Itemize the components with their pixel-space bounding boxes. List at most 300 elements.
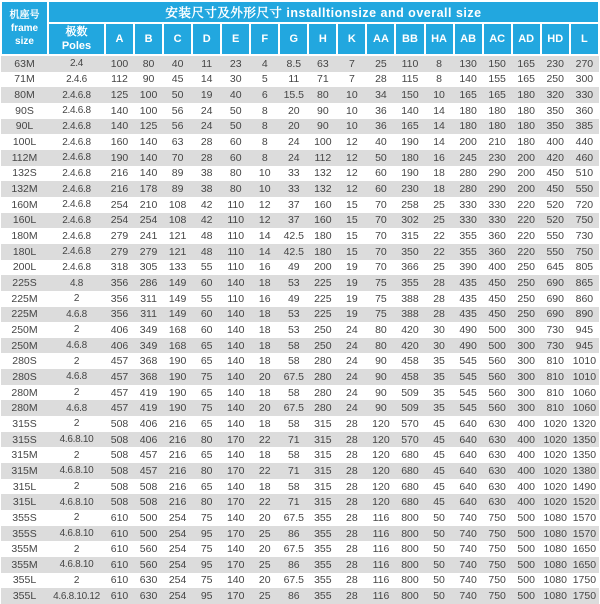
poles-cell: 2 (48, 541, 105, 557)
dim-cell-K: 28 (337, 541, 366, 557)
dim-cell-G: 11 (279, 72, 308, 88)
dim-cell-BB: 680 (395, 463, 424, 479)
dim-cell-AC: 400 (483, 260, 512, 276)
dim-cell-HA: 45 (425, 416, 454, 432)
dim-cell-B: 241 (134, 228, 163, 244)
dim-cell-D: 38 (192, 181, 221, 197)
dim-cell-HD: 230 (541, 55, 570, 72)
table-header (1, 1, 599, 55)
frame-size-cell: 250M (1, 338, 48, 354)
dim-cell-AA: 70 (366, 213, 395, 229)
dim-cell-HD: 1020 (541, 479, 570, 495)
dim-cell-B: 406 (134, 416, 163, 432)
dim-cell-E: 140 (221, 353, 250, 369)
dim-cell-BB: 302 (395, 213, 424, 229)
table-row (1, 338, 599, 354)
dim-cell-AB: 200 (454, 134, 483, 150)
dim-cell-HA: 50 (425, 588, 454, 604)
frame-size-cell: 315S (1, 432, 48, 448)
dim-cell-AD: 220 (512, 244, 541, 260)
dim-cell-A: 356 (105, 275, 134, 291)
poles-cell: 2.4.6 (48, 72, 105, 88)
dim-cell-HD: 810 (541, 369, 570, 385)
dim-cell-F: 5 (250, 72, 279, 88)
dim-cell-BB: 258 (395, 197, 424, 213)
dim-cell-AD: 165 (512, 55, 541, 72)
dim-cell-HA: 22 (425, 244, 454, 260)
table-row (1, 447, 599, 463)
dim-cell-A: 125 (105, 87, 134, 103)
dim-cell-BB: 190 (395, 134, 424, 150)
dim-cell-B: 349 (134, 322, 163, 338)
poles-cell: 2.4.6.8 (48, 166, 105, 182)
dim-cell-K: 28 (337, 573, 366, 589)
dim-cell-HA: 28 (425, 291, 454, 307)
dim-cell-HA: 50 (425, 557, 454, 573)
dim-cell-F: 4 (250, 55, 279, 72)
dim-cell-C: 216 (163, 416, 192, 432)
dim-cell-E: 170 (221, 494, 250, 510)
dim-cell-K: 28 (337, 447, 366, 463)
table-row (1, 463, 599, 479)
dim-cell-HA: 28 (425, 307, 454, 323)
dim-cell-B: 508 (134, 479, 163, 495)
dim-cell-AD: 300 (512, 322, 541, 338)
dim-cell-H: 355 (308, 557, 337, 573)
dim-cell-HA: 45 (425, 447, 454, 463)
table-row (1, 55, 599, 72)
dim-cell-HD: 645 (541, 260, 570, 276)
dim-cell-H: 180 (308, 244, 337, 260)
poles-header (48, 23, 105, 55)
frame-size-cell: 200L (1, 260, 48, 276)
dim-cell-HA: 35 (425, 369, 454, 385)
dim-cell-F: 12 (250, 213, 279, 229)
frame-size-cell: 225M (1, 307, 48, 323)
dim-cell-A: 508 (105, 463, 134, 479)
poles-header-zh: 极数 (65, 25, 88, 38)
dim-cell-E: 140 (221, 510, 250, 526)
dim-cell-A: 100 (105, 55, 134, 72)
dim-cell-H: 280 (308, 400, 337, 416)
dim-cell-H: 100 (308, 134, 337, 150)
dim-cell-H: 132 (308, 166, 337, 182)
dim-cell-C: 121 (163, 244, 192, 260)
dim-cell-B: 560 (134, 557, 163, 573)
dim-cell-E: 50 (221, 119, 250, 135)
dim-cell-AD: 500 (512, 526, 541, 542)
dim-cell-H: 225 (308, 275, 337, 291)
dim-cell-E: 140 (221, 541, 250, 557)
dim-cell-D: 65 (192, 338, 221, 354)
dim-cell-C: 70 (163, 150, 192, 166)
dim-cell-AA: 120 (366, 416, 395, 432)
dim-cell-AB: 165 (454, 87, 483, 103)
dim-cell-L: 1010 (570, 353, 599, 369)
frame-size-cell: 80M (1, 87, 48, 103)
dim-cell-K: 12 (337, 150, 366, 166)
dim-cell-D: 95 (192, 588, 221, 604)
table-row (1, 479, 599, 495)
dim-cell-L: 865 (570, 275, 599, 291)
dim-cell-AD: 180 (512, 103, 541, 119)
dim-cell-AD: 250 (512, 275, 541, 291)
table-row (1, 541, 599, 557)
column-header-AB: AB (454, 23, 483, 55)
dim-cell-AB: 330 (454, 197, 483, 213)
dim-cell-K: 28 (337, 526, 366, 542)
dim-cell-D: 14 (192, 72, 221, 88)
dim-cell-E: 60 (221, 150, 250, 166)
poles-cell: 2.4.6.8 (48, 150, 105, 166)
dim-cell-D: 42 (192, 197, 221, 213)
poles-cell: 2.4.6.8 (48, 213, 105, 229)
dim-cell-AB: 330 (454, 213, 483, 229)
dim-cell-E: 40 (221, 87, 250, 103)
dim-cell-AB: 640 (454, 479, 483, 495)
dim-cell-AA: 116 (366, 588, 395, 604)
frame-size-cell: 63M (1, 55, 48, 72)
dim-cell-HD: 520 (541, 213, 570, 229)
poles-cell: 2.4.6.8 (48, 181, 105, 197)
dim-cell-AB: 490 (454, 338, 483, 354)
dim-cell-L: 1320 (570, 416, 599, 432)
dim-cell-AD: 400 (512, 447, 541, 463)
dim-cell-AD: 220 (512, 213, 541, 229)
frame-size-cell: 280S (1, 369, 48, 385)
dim-cell-E: 110 (221, 260, 250, 276)
dim-cell-C: 216 (163, 432, 192, 448)
dim-cell-G: 24 (279, 134, 308, 150)
dim-cell-B: 630 (134, 588, 163, 604)
dim-cell-AD: 300 (512, 385, 541, 401)
dim-cell-L: 510 (570, 166, 599, 182)
dim-cell-C: 108 (163, 213, 192, 229)
dim-cell-F: 6 (250, 87, 279, 103)
poles-cell: 2 (48, 447, 105, 463)
dim-cell-G: 8.5 (279, 55, 308, 72)
table-row (1, 166, 599, 182)
dim-cell-F: 8 (250, 150, 279, 166)
frame-size-cell: 355S (1, 510, 48, 526)
dim-cell-AC: 290 (483, 166, 512, 182)
dim-cell-HA: 28 (425, 275, 454, 291)
dim-cell-F: 8 (250, 119, 279, 135)
dim-cell-HD: 350 (541, 103, 570, 119)
table-row (1, 87, 599, 103)
dim-cell-C: 254 (163, 573, 192, 589)
dim-cell-B: 311 (134, 291, 163, 307)
dim-cell-BB: 355 (395, 275, 424, 291)
frame-size-cell: 180L (1, 244, 48, 260)
dim-cell-A: 610 (105, 541, 134, 557)
dim-cell-AB: 640 (454, 494, 483, 510)
dim-cell-AC: 750 (483, 510, 512, 526)
dim-cell-G: 37 (279, 213, 308, 229)
dim-cell-D: 60 (192, 322, 221, 338)
dim-cell-F: 18 (250, 353, 279, 369)
dim-cell-AD: 180 (512, 87, 541, 103)
dim-cell-F: 8 (250, 134, 279, 150)
dim-cell-AD: 300 (512, 400, 541, 416)
dim-cell-G: 71 (279, 494, 308, 510)
dim-cell-G: 58 (279, 338, 308, 354)
dim-cell-AB: 740 (454, 573, 483, 589)
dim-cell-L: 1350 (570, 432, 599, 448)
dim-cell-L: 1750 (570, 588, 599, 604)
dim-cell-HA: 45 (425, 479, 454, 495)
dim-cell-E: 140 (221, 479, 250, 495)
dim-cell-C: 216 (163, 479, 192, 495)
poles-cell: 4.8 (48, 275, 105, 291)
dim-cell-D: 60 (192, 275, 221, 291)
dim-cell-HA: 50 (425, 541, 454, 557)
dim-cell-G: 86 (279, 526, 308, 542)
dim-cell-E: 60 (221, 134, 250, 150)
dim-cell-AA: 25 (366, 55, 395, 72)
dim-cell-E: 110 (221, 228, 250, 244)
dim-cell-BB: 388 (395, 307, 424, 323)
dim-cell-K: 19 (337, 260, 366, 276)
dim-cell-AC: 450 (483, 275, 512, 291)
dim-cell-K: 7 (337, 55, 366, 72)
dim-cell-K: 28 (337, 463, 366, 479)
title-row (1, 1, 599, 23)
dim-cell-K: 19 (337, 307, 366, 323)
dim-cell-HD: 690 (541, 275, 570, 291)
dim-cell-L: 550 (570, 181, 599, 197)
dim-cell-G: 58 (279, 447, 308, 463)
dim-cell-HD: 1080 (541, 510, 570, 526)
poles-cell: 2.4.6.8 (48, 134, 105, 150)
dim-cell-BB: 800 (395, 526, 424, 542)
dim-cell-B: 630 (134, 573, 163, 589)
frame-size-cell: 132M (1, 181, 48, 197)
dim-cell-AA: 120 (366, 479, 395, 495)
dim-cell-L: 1060 (570, 400, 599, 416)
dim-cell-C: 56 (163, 103, 192, 119)
dim-cell-HA: 16 (425, 150, 454, 166)
dim-cell-AA: 60 (366, 181, 395, 197)
dim-cell-HD: 1020 (541, 463, 570, 479)
dim-cell-AB: 245 (454, 150, 483, 166)
table-title: 安装尺寸及外形尺寸 installtionsize and overall size (48, 1, 599, 23)
dim-cell-B: 100 (134, 103, 163, 119)
dim-cell-AA: 116 (366, 526, 395, 542)
dim-cell-AA: 116 (366, 573, 395, 589)
dim-cell-BB: 110 (395, 55, 424, 72)
dim-cell-H: 280 (308, 369, 337, 385)
dim-cell-H: 280 (308, 353, 337, 369)
dim-cell-AD: 500 (512, 510, 541, 526)
dim-cell-F: 10 (250, 181, 279, 197)
dim-cell-AD: 300 (512, 338, 541, 354)
table-row (1, 119, 599, 135)
table-row (1, 228, 599, 244)
column-header-E: E (221, 23, 250, 55)
dim-cell-C: 149 (163, 291, 192, 307)
dim-cell-AC: 330 (483, 197, 512, 213)
dim-cell-L: 1490 (570, 479, 599, 495)
dim-cell-C: 168 (163, 322, 192, 338)
column-header-K: K (337, 23, 366, 55)
dim-cell-AB: 640 (454, 463, 483, 479)
dim-cell-AC: 180 (483, 119, 512, 135)
dim-cell-BB: 458 (395, 353, 424, 369)
table-row (1, 510, 599, 526)
dim-cell-AA: 90 (366, 385, 395, 401)
dim-cell-BB: 800 (395, 573, 424, 589)
dim-cell-AC: 230 (483, 150, 512, 166)
dim-cell-E: 110 (221, 213, 250, 229)
dim-cell-B: 140 (134, 166, 163, 182)
dim-cell-AB: 140 (454, 72, 483, 88)
dim-cell-K: 28 (337, 432, 366, 448)
dim-cell-G: 67.5 (279, 541, 308, 557)
dim-cell-L: 750 (570, 213, 599, 229)
dim-cell-BB: 150 (395, 87, 424, 103)
dim-cell-G: 42.5 (279, 244, 308, 260)
dim-cell-E: 80 (221, 166, 250, 182)
dim-cell-AC: 330 (483, 213, 512, 229)
dim-cell-B: 80 (134, 55, 163, 72)
column-header-AC: AC (483, 23, 512, 55)
dim-cell-K: 24 (337, 369, 366, 385)
dim-cell-E: 140 (221, 385, 250, 401)
dim-cell-HA: 50 (425, 573, 454, 589)
dim-cell-B: 457 (134, 447, 163, 463)
dim-cell-BB: 680 (395, 447, 424, 463)
dim-cell-B: 305 (134, 260, 163, 276)
dim-cell-L: 945 (570, 338, 599, 354)
dim-cell-H: 160 (308, 213, 337, 229)
frame-size-header (1, 1, 48, 55)
dim-cell-L: 750 (570, 244, 599, 260)
dim-cell-AA: 28 (366, 72, 395, 88)
dim-cell-A: 457 (105, 353, 134, 369)
dim-cell-C: 168 (163, 338, 192, 354)
dim-cell-L: 360 (570, 103, 599, 119)
frame-size-cell: 315M (1, 447, 48, 463)
column-header-HA: HA (425, 23, 454, 55)
dim-cell-AD: 400 (512, 432, 541, 448)
dim-cell-D: 55 (192, 260, 221, 276)
dim-cell-F: 22 (250, 432, 279, 448)
dim-cell-AC: 750 (483, 526, 512, 542)
frame-size-cell: 225S (1, 275, 48, 291)
dim-cell-AB: 435 (454, 291, 483, 307)
dim-cell-B: 500 (134, 526, 163, 542)
dim-cell-F: 20 (250, 400, 279, 416)
dim-cell-AC: 630 (483, 432, 512, 448)
poles-cell: 4.6.8.10 (48, 432, 105, 448)
dim-cell-L: 1010 (570, 369, 599, 385)
dim-cell-HD: 550 (541, 228, 570, 244)
table-row (1, 400, 599, 416)
dim-cell-F: 18 (250, 275, 279, 291)
dim-cell-A: 160 (105, 134, 134, 150)
poles-header-en: Poles (61, 40, 92, 52)
frame-size-cell: 315S (1, 416, 48, 432)
dim-cell-L: 945 (570, 322, 599, 338)
dim-cell-D: 65 (192, 385, 221, 401)
dim-cell-A: 508 (105, 447, 134, 463)
dim-cell-L: 1570 (570, 510, 599, 526)
dim-cell-AC: 360 (483, 228, 512, 244)
dim-cell-E: 140 (221, 369, 250, 385)
dim-cell-H: 250 (308, 322, 337, 338)
dim-cell-E: 80 (221, 181, 250, 197)
frame-size-cell: 90L (1, 119, 48, 135)
dim-cell-BB: 458 (395, 369, 424, 385)
dim-cell-F: 22 (250, 494, 279, 510)
dim-cell-A: 610 (105, 526, 134, 542)
dim-cell-BB: 315 (395, 228, 424, 244)
dim-cell-AA: 40 (366, 134, 395, 150)
table-row (1, 213, 599, 229)
dim-cell-HD: 400 (541, 134, 570, 150)
dim-cell-HD: 1080 (541, 573, 570, 589)
dim-cell-HA: 10 (425, 87, 454, 103)
dim-cell-AA: 120 (366, 432, 395, 448)
dim-cell-A: 279 (105, 244, 134, 260)
dim-cell-D: 65 (192, 479, 221, 495)
dim-cell-AD: 200 (512, 166, 541, 182)
dim-cell-HA: 22 (425, 228, 454, 244)
dim-cell-G: 15.5 (279, 87, 308, 103)
dim-cell-L: 1750 (570, 573, 599, 589)
dim-cell-K: 15 (337, 244, 366, 260)
table-row (1, 557, 599, 573)
dim-cell-K: 15 (337, 213, 366, 229)
dim-cell-AD: 500 (512, 573, 541, 589)
dim-cell-AD: 500 (512, 557, 541, 573)
dim-cell-C: 254 (163, 510, 192, 526)
dim-cell-G: 67.5 (279, 573, 308, 589)
dim-cell-A: 610 (105, 510, 134, 526)
dim-cell-A: 610 (105, 573, 134, 589)
dim-cell-AA: 75 (366, 307, 395, 323)
dim-cell-HD: 350 (541, 119, 570, 135)
dim-cell-C: 63 (163, 134, 192, 150)
table-row (1, 573, 599, 589)
dim-cell-G: 53 (279, 307, 308, 323)
table-row (1, 369, 599, 385)
frame-size-cell: 160M (1, 197, 48, 213)
dim-cell-BB: 509 (395, 400, 424, 416)
dim-cell-B: 254 (134, 213, 163, 229)
dim-cell-B: 560 (134, 541, 163, 557)
dim-cell-AC: 290 (483, 181, 512, 197)
dim-cell-B: 457 (134, 463, 163, 479)
dim-cell-HA: 45 (425, 463, 454, 479)
dim-cell-AC: 500 (483, 338, 512, 354)
dim-cell-BB: 800 (395, 557, 424, 573)
table-row (1, 494, 599, 510)
frame-size-cell: 355M (1, 541, 48, 557)
dim-cell-AD: 250 (512, 260, 541, 276)
dim-cell-AC: 560 (483, 353, 512, 369)
frame-size-cell: 355L (1, 588, 48, 604)
dim-cell-L: 270 (570, 55, 599, 72)
dim-cell-D: 42 (192, 213, 221, 229)
dim-cell-HD: 810 (541, 400, 570, 416)
dim-cell-AA: 90 (366, 400, 395, 416)
dim-cell-HA: 45 (425, 432, 454, 448)
dim-cell-HD: 550 (541, 244, 570, 260)
dim-cell-H: 355 (308, 510, 337, 526)
dim-cell-K: 7 (337, 72, 366, 88)
